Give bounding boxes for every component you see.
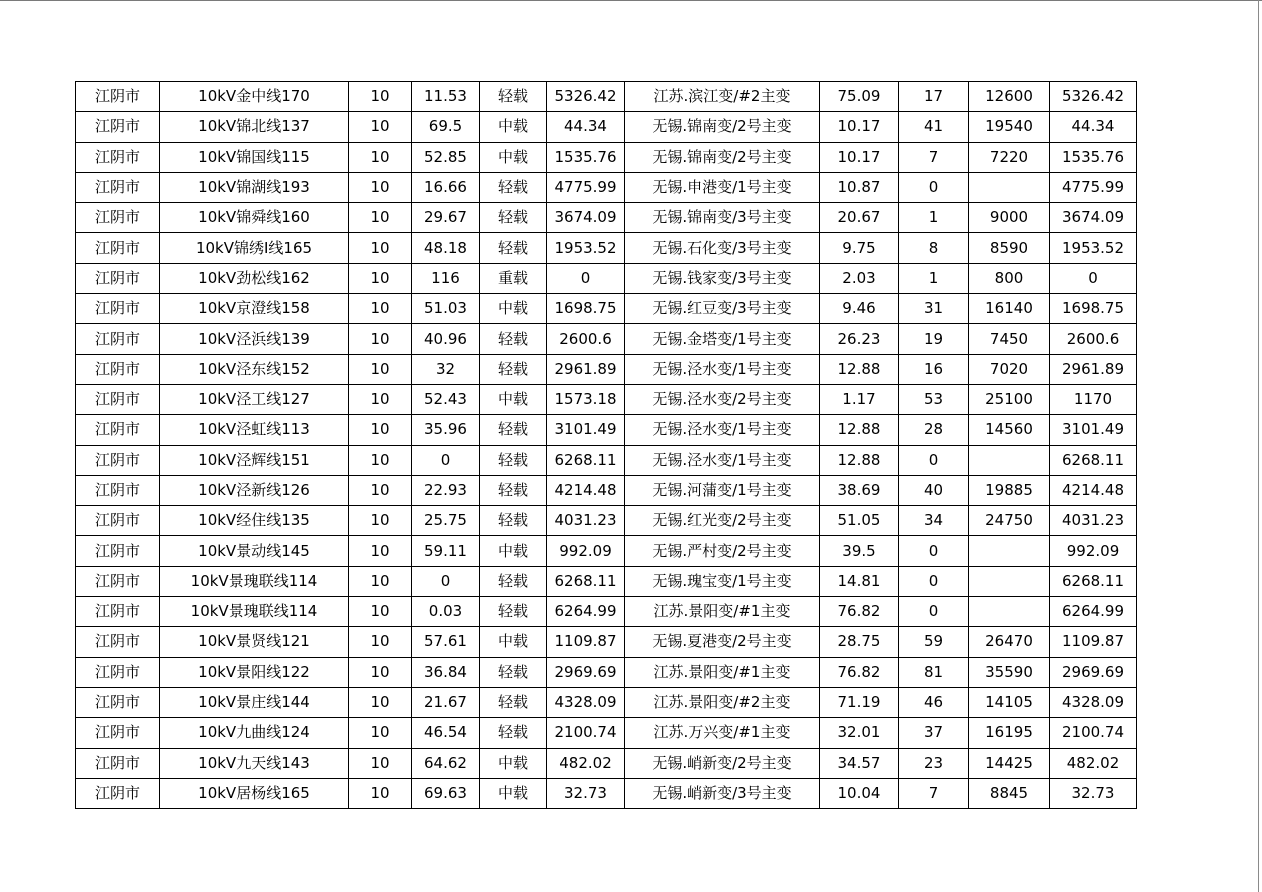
- load-status-cell: 轻载: [480, 566, 547, 596]
- load-status-cell: 轻载: [480, 203, 547, 233]
- remaining-capacity-cell: 44.34: [1050, 112, 1137, 142]
- transformer-load-rate-cell: 9.75: [820, 233, 899, 263]
- city-cell: 江阴市: [76, 536, 160, 566]
- load-status-cell: 中载: [480, 384, 547, 414]
- city-cell: 江阴市: [76, 263, 160, 293]
- voltage-cell: 10: [349, 172, 412, 202]
- remaining-capacity-cell: 6264.99: [1050, 597, 1137, 627]
- remaining-capacity-cell: 4214.48: [1050, 475, 1137, 505]
- transformer-load-rate-cell: 76.82: [820, 657, 899, 687]
- transformer-load-rate-cell: 51.05: [820, 506, 899, 536]
- city-cell: 江阴市: [76, 142, 160, 172]
- voltage-cell: 10: [349, 566, 412, 596]
- page-right-border: [1258, 0, 1259, 892]
- load-rate-cell: 52.85: [412, 142, 480, 172]
- load-status-cell: 轻载: [480, 687, 547, 717]
- voltage-cell: 10: [349, 384, 412, 414]
- transformer-load-rate-cell: 10.17: [820, 112, 899, 142]
- city-cell: 江阴市: [76, 597, 160, 627]
- city-cell: 江阴市: [76, 475, 160, 505]
- user-count-cell: 0: [899, 597, 969, 627]
- feeder-name-cell: 10kV景庄线144: [160, 687, 349, 717]
- transformer-cell: 无锡.瑰宝变/1号主变: [625, 566, 820, 596]
- available-capacity-cell: 2100.74: [547, 718, 625, 748]
- load-status-cell: 中载: [480, 112, 547, 142]
- transformer-load-rate-cell: 39.5: [820, 536, 899, 566]
- user-count-cell: 1: [899, 203, 969, 233]
- table-row: [76, 142, 1137, 172]
- table-row: [76, 718, 1137, 748]
- transformer-load-rate-cell: 75.09: [820, 82, 899, 112]
- table-row: [76, 597, 1137, 627]
- transformer-cell: 无锡.金塔变/1号主变: [625, 324, 820, 354]
- installed-capacity-cell: 14105: [969, 687, 1050, 717]
- user-count-cell: 17: [899, 82, 969, 112]
- feeder-name-cell: 10kV景瑰联线114: [160, 566, 349, 596]
- available-capacity-cell: 1109.87: [547, 627, 625, 657]
- voltage-cell: 10: [349, 657, 412, 687]
- feeder-name-cell: 10kV锦舜线160: [160, 203, 349, 233]
- feeder-name-cell: 10kV锦绣Ⅰ线165: [160, 233, 349, 263]
- feeder-name-cell: 10kV泾辉线151: [160, 445, 349, 475]
- transformer-cell: 无锡.泾水变/1号主变: [625, 354, 820, 384]
- transformer-cell: 江苏.万兴变/#1主变: [625, 718, 820, 748]
- voltage-cell: 10: [349, 687, 412, 717]
- remaining-capacity-cell: 1698.75: [1050, 294, 1137, 324]
- transformer-cell: 无锡.红光变/2号主变: [625, 506, 820, 536]
- user-count-cell: 81: [899, 657, 969, 687]
- voltage-cell: 10: [349, 536, 412, 566]
- feeder-name-cell: 10kV泾虹线113: [160, 415, 349, 445]
- table-row: [76, 354, 1137, 384]
- feeder-name-cell: 10kV锦湖线193: [160, 172, 349, 202]
- transformer-cell: 无锡.石化变/3号主变: [625, 233, 820, 263]
- available-capacity-cell: 4328.09: [547, 687, 625, 717]
- feeder-name-cell: 10kV泾东线152: [160, 354, 349, 384]
- remaining-capacity-cell: 3101.49: [1050, 415, 1137, 445]
- feeder-name-cell: 10kV京澄线158: [160, 294, 349, 324]
- transformer-load-rate-cell: 38.69: [820, 475, 899, 505]
- available-capacity-cell: 32.73: [547, 778, 625, 808]
- load-rate-cell: 32: [412, 354, 480, 384]
- available-capacity-cell: 6268.11: [547, 445, 625, 475]
- load-status-cell: 轻载: [480, 657, 547, 687]
- available-capacity-cell: 1953.52: [547, 233, 625, 263]
- table-row: [76, 172, 1137, 202]
- city-cell: 江阴市: [76, 415, 160, 445]
- city-cell: 江阴市: [76, 718, 160, 748]
- transformer-load-rate-cell: 32.01: [820, 718, 899, 748]
- feeder-name-cell: 10kV锦北线137: [160, 112, 349, 142]
- user-count-cell: 31: [899, 294, 969, 324]
- user-count-cell: 16: [899, 354, 969, 384]
- user-count-cell: 41: [899, 112, 969, 142]
- available-capacity-cell: 4214.48: [547, 475, 625, 505]
- load-rate-cell: 52.43: [412, 384, 480, 414]
- voltage-cell: 10: [349, 82, 412, 112]
- voltage-cell: 10: [349, 203, 412, 233]
- installed-capacity-cell: 9000: [969, 203, 1050, 233]
- table-row: [76, 506, 1137, 536]
- city-cell: 江阴市: [76, 294, 160, 324]
- load-rate-cell: 46.54: [412, 718, 480, 748]
- transformer-cell: 无锡.红豆变/3号主变: [625, 294, 820, 324]
- available-capacity-cell: 0: [547, 263, 625, 293]
- load-status-cell: 中载: [480, 142, 547, 172]
- table-row: [76, 263, 1137, 293]
- feeder-name-cell: 10kV九天线143: [160, 748, 349, 778]
- load-status-cell: 中载: [480, 294, 547, 324]
- table-row: [76, 657, 1137, 687]
- load-rate-cell: 40.96: [412, 324, 480, 354]
- user-count-cell: 28: [899, 415, 969, 445]
- transformer-cell: 无锡.锦南变/2号主变: [625, 112, 820, 142]
- table-row: [76, 475, 1137, 505]
- load-status-cell: 轻载: [480, 415, 547, 445]
- remaining-capacity-cell: 6268.11: [1050, 566, 1137, 596]
- feeder-name-cell: 10kV经住线135: [160, 506, 349, 536]
- installed-capacity-cell: 7220: [969, 142, 1050, 172]
- load-rate-cell: 59.11: [412, 536, 480, 566]
- available-capacity-cell: 44.34: [547, 112, 625, 142]
- feeder-name-cell: 10kV泾工线127: [160, 384, 349, 414]
- transformer-cell: 无锡.峭新变/2号主变: [625, 748, 820, 778]
- installed-capacity-cell: 16140: [969, 294, 1050, 324]
- transformer-load-rate-cell: 9.46: [820, 294, 899, 324]
- feeder-name-cell: 10kV景贤线121: [160, 627, 349, 657]
- installed-capacity-cell: 19540: [969, 112, 1050, 142]
- table-row: [76, 536, 1137, 566]
- transformer-cell: 江苏.景阳变/#2主变: [625, 687, 820, 717]
- available-capacity-cell: 482.02: [547, 748, 625, 778]
- user-count-cell: 40: [899, 475, 969, 505]
- city-cell: 江阴市: [76, 324, 160, 354]
- user-count-cell: 0: [899, 566, 969, 596]
- load-status-cell: 中载: [480, 627, 547, 657]
- transformer-load-rate-cell: 12.88: [820, 354, 899, 384]
- city-cell: 江阴市: [76, 627, 160, 657]
- transformer-cell: 江苏.滨江变/#2主变: [625, 82, 820, 112]
- user-count-cell: 0: [899, 445, 969, 475]
- transformer-load-rate-cell: 20.67: [820, 203, 899, 233]
- installed-capacity-cell: [969, 597, 1050, 627]
- user-count-cell: 37: [899, 718, 969, 748]
- table-row: [76, 112, 1137, 142]
- transformer-load-rate-cell: 10.04: [820, 778, 899, 808]
- available-capacity-cell: 1698.75: [547, 294, 625, 324]
- table-row: [76, 778, 1137, 808]
- load-rate-cell: 21.67: [412, 687, 480, 717]
- transformer-cell: 无锡.钱家变/3号主变: [625, 263, 820, 293]
- installed-capacity-cell: 35590: [969, 657, 1050, 687]
- load-status-cell: 轻载: [480, 354, 547, 384]
- table-row: [76, 415, 1137, 445]
- transformer-cell: 无锡.泾水变/1号主变: [625, 445, 820, 475]
- remaining-capacity-cell: 32.73: [1050, 778, 1137, 808]
- user-count-cell: 34: [899, 506, 969, 536]
- load-status-cell: 中载: [480, 778, 547, 808]
- load-rate-cell: 0: [412, 445, 480, 475]
- remaining-capacity-cell: 2961.89: [1050, 354, 1137, 384]
- table-row: [76, 203, 1137, 233]
- load-status-cell: 轻载: [480, 506, 547, 536]
- remaining-capacity-cell: 4328.09: [1050, 687, 1137, 717]
- city-cell: 江阴市: [76, 506, 160, 536]
- load-status-cell: 中载: [480, 536, 547, 566]
- voltage-cell: 10: [349, 506, 412, 536]
- available-capacity-cell: 2969.69: [547, 657, 625, 687]
- installed-capacity-cell: 16195: [969, 718, 1050, 748]
- load-status-cell: 轻载: [480, 597, 547, 627]
- voltage-cell: 10: [349, 718, 412, 748]
- installed-capacity-cell: 7020: [969, 354, 1050, 384]
- user-count-cell: 7: [899, 778, 969, 808]
- city-cell: 江阴市: [76, 566, 160, 596]
- feeder-name-cell: 10kV景动线145: [160, 536, 349, 566]
- remaining-capacity-cell: 992.09: [1050, 536, 1137, 566]
- installed-capacity-cell: 14560: [969, 415, 1050, 445]
- transformer-cell: 无锡.锦南变/3号主变: [625, 203, 820, 233]
- city-cell: 江阴市: [76, 354, 160, 384]
- load-rate-cell: 57.61: [412, 627, 480, 657]
- feeder-name-cell: 10kV泾浜线139: [160, 324, 349, 354]
- installed-capacity-cell: 19885: [969, 475, 1050, 505]
- transformer-load-rate-cell: 10.17: [820, 142, 899, 172]
- transformer-cell: 无锡.夏港变/2号主变: [625, 627, 820, 657]
- transformer-cell: 无锡.河蒲变/1号主变: [625, 475, 820, 505]
- city-cell: 江阴市: [76, 233, 160, 263]
- load-rate-cell: 48.18: [412, 233, 480, 263]
- remaining-capacity-cell: 1953.52: [1050, 233, 1137, 263]
- voltage-cell: 10: [349, 142, 412, 172]
- voltage-cell: 10: [349, 597, 412, 627]
- feeder-name-cell: 10kV景阳线122: [160, 657, 349, 687]
- load-rate-cell: 64.62: [412, 748, 480, 778]
- available-capacity-cell: 6268.11: [547, 566, 625, 596]
- installed-capacity-cell: [969, 445, 1050, 475]
- voltage-cell: 10: [349, 475, 412, 505]
- voltage-cell: 10: [349, 354, 412, 384]
- table-row: [76, 566, 1137, 596]
- load-status-cell: 轻载: [480, 172, 547, 202]
- available-capacity-cell: 3674.09: [547, 203, 625, 233]
- user-count-cell: 0: [899, 536, 969, 566]
- available-capacity-cell: 1535.76: [547, 142, 625, 172]
- load-rate-cell: 35.96: [412, 415, 480, 445]
- installed-capacity-cell: [969, 536, 1050, 566]
- table-row: [76, 324, 1137, 354]
- city-cell: 江阴市: [76, 203, 160, 233]
- installed-capacity-cell: 12600: [969, 82, 1050, 112]
- transformer-cell: 江苏.景阳变/#1主变: [625, 657, 820, 687]
- table-body: [76, 82, 1137, 809]
- table-row: [76, 687, 1137, 717]
- city-cell: 江阴市: [76, 445, 160, 475]
- transformer-load-rate-cell: 10.87: [820, 172, 899, 202]
- feeder-name-cell: 10kV景瑰联线114: [160, 597, 349, 627]
- voltage-cell: 10: [349, 415, 412, 445]
- available-capacity-cell: 992.09: [547, 536, 625, 566]
- installed-capacity-cell: 7450: [969, 324, 1050, 354]
- load-rate-cell: 16.66: [412, 172, 480, 202]
- voltage-cell: 10: [349, 112, 412, 142]
- user-count-cell: 46: [899, 687, 969, 717]
- city-cell: 江阴市: [76, 778, 160, 808]
- transformer-load-rate-cell: 34.57: [820, 748, 899, 778]
- table-row: [76, 384, 1137, 414]
- user-count-cell: 8: [899, 233, 969, 263]
- transformer-load-rate-cell: 26.23: [820, 324, 899, 354]
- installed-capacity-cell: 8590: [969, 233, 1050, 263]
- city-cell: 江阴市: [76, 748, 160, 778]
- load-status-cell: 轻载: [480, 233, 547, 263]
- feeder-name-cell: 10kV锦国线115: [160, 142, 349, 172]
- transformer-cell: 江苏.景阳变/#1主变: [625, 597, 820, 627]
- transformer-cell: 无锡.锦南变/2号主变: [625, 142, 820, 172]
- user-count-cell: 0: [899, 172, 969, 202]
- load-rate-cell: 0.03: [412, 597, 480, 627]
- voltage-cell: 10: [349, 263, 412, 293]
- remaining-capacity-cell: 0: [1050, 263, 1137, 293]
- available-capacity-cell: 2600.6: [547, 324, 625, 354]
- transformer-cell: 无锡.泾水变/1号主变: [625, 415, 820, 445]
- load-status-cell: 重载: [480, 263, 547, 293]
- remaining-capacity-cell: 3674.09: [1050, 203, 1137, 233]
- table-row: [76, 82, 1137, 112]
- voltage-cell: 10: [349, 627, 412, 657]
- installed-capacity-cell: 8845: [969, 778, 1050, 808]
- city-cell: 江阴市: [76, 657, 160, 687]
- transformer-load-rate-cell: 76.82: [820, 597, 899, 627]
- remaining-capacity-cell: 2600.6: [1050, 324, 1137, 354]
- load-rate-cell: 116: [412, 263, 480, 293]
- available-capacity-cell: 4775.99: [547, 172, 625, 202]
- available-capacity-cell: 2961.89: [547, 354, 625, 384]
- user-count-cell: 7: [899, 142, 969, 172]
- voltage-cell: 10: [349, 748, 412, 778]
- user-count-cell: 53: [899, 384, 969, 414]
- feeder-name-cell: 10kV金中线170: [160, 82, 349, 112]
- remaining-capacity-cell: 4031.23: [1050, 506, 1137, 536]
- table-row: [76, 233, 1137, 263]
- user-count-cell: 23: [899, 748, 969, 778]
- load-rate-cell: 0: [412, 566, 480, 596]
- remaining-capacity-cell: 1109.87: [1050, 627, 1137, 657]
- remaining-capacity-cell: 482.02: [1050, 748, 1137, 778]
- installed-capacity-cell: 26470: [969, 627, 1050, 657]
- load-rate-cell: 36.84: [412, 657, 480, 687]
- load-rate-cell: 69.63: [412, 778, 480, 808]
- load-status-cell: 轻载: [480, 718, 547, 748]
- installed-capacity-cell: 24750: [969, 506, 1050, 536]
- available-capacity-cell: 3101.49: [547, 415, 625, 445]
- user-count-cell: 59: [899, 627, 969, 657]
- transformer-load-rate-cell: 28.75: [820, 627, 899, 657]
- feeder-name-cell: 10kV劲松线162: [160, 263, 349, 293]
- load-status-cell: 轻载: [480, 445, 547, 475]
- installed-capacity-cell: [969, 566, 1050, 596]
- page-top-border: [0, 0, 1262, 1]
- transformer-cell: 无锡.峭新变/3号主变: [625, 778, 820, 808]
- table-row: [76, 294, 1137, 324]
- installed-capacity-cell: [969, 172, 1050, 202]
- table-row: [76, 445, 1137, 475]
- transformer-load-rate-cell: 71.19: [820, 687, 899, 717]
- city-cell: 江阴市: [76, 112, 160, 142]
- feeder-load-table: [75, 81, 1137, 809]
- voltage-cell: 10: [349, 324, 412, 354]
- installed-capacity-cell: 25100: [969, 384, 1050, 414]
- available-capacity-cell: 4031.23: [547, 506, 625, 536]
- available-capacity-cell: 1573.18: [547, 384, 625, 414]
- remaining-capacity-cell: 1535.76: [1050, 142, 1137, 172]
- table-row: [76, 748, 1137, 778]
- remaining-capacity-cell: 1170: [1050, 384, 1137, 414]
- feeder-name-cell: 10kV九曲线124: [160, 718, 349, 748]
- feeder-name-cell: 10kV居杨线165: [160, 778, 349, 808]
- load-rate-cell: 51.03: [412, 294, 480, 324]
- transformer-cell: 无锡.严村变/2号主变: [625, 536, 820, 566]
- voltage-cell: 10: [349, 233, 412, 263]
- installed-capacity-cell: 800: [969, 263, 1050, 293]
- remaining-capacity-cell: 2100.74: [1050, 718, 1137, 748]
- load-rate-cell: 11.53: [412, 82, 480, 112]
- transformer-load-rate-cell: 12.88: [820, 415, 899, 445]
- feeder-name-cell: 10kV泾新线126: [160, 475, 349, 505]
- transformer-load-rate-cell: 1.17: [820, 384, 899, 414]
- city-cell: 江阴市: [76, 172, 160, 202]
- load-status-cell: 轻载: [480, 475, 547, 505]
- load-status-cell: 轻载: [480, 324, 547, 354]
- voltage-cell: 10: [349, 445, 412, 475]
- city-cell: 江阴市: [76, 384, 160, 414]
- city-cell: 江阴市: [76, 82, 160, 112]
- voltage-cell: 10: [349, 778, 412, 808]
- load-rate-cell: 69.5: [412, 112, 480, 142]
- transformer-load-rate-cell: 14.81: [820, 566, 899, 596]
- transformer-cell: 无锡.申港变/1号主变: [625, 172, 820, 202]
- remaining-capacity-cell: 6268.11: [1050, 445, 1137, 475]
- load-status-cell: 中载: [480, 748, 547, 778]
- city-cell: 江阴市: [76, 687, 160, 717]
- load-status-cell: 轻载: [480, 82, 547, 112]
- transformer-cell: 无锡.泾水变/2号主变: [625, 384, 820, 414]
- user-count-cell: 1: [899, 263, 969, 293]
- load-rate-cell: 22.93: [412, 475, 480, 505]
- load-rate-cell: 25.75: [412, 506, 480, 536]
- transformer-load-rate-cell: 12.88: [820, 445, 899, 475]
- transformer-load-rate-cell: 2.03: [820, 263, 899, 293]
- installed-capacity-cell: 14425: [969, 748, 1050, 778]
- load-rate-cell: 29.67: [412, 203, 480, 233]
- voltage-cell: 10: [349, 294, 412, 324]
- available-capacity-cell: 6264.99: [547, 597, 625, 627]
- available-capacity-cell: 5326.42: [547, 82, 625, 112]
- user-count-cell: 19: [899, 324, 969, 354]
- table-row: [76, 627, 1137, 657]
- remaining-capacity-cell: 5326.42: [1050, 82, 1137, 112]
- remaining-capacity-cell: 2969.69: [1050, 657, 1137, 687]
- remaining-capacity-cell: 4775.99: [1050, 172, 1137, 202]
